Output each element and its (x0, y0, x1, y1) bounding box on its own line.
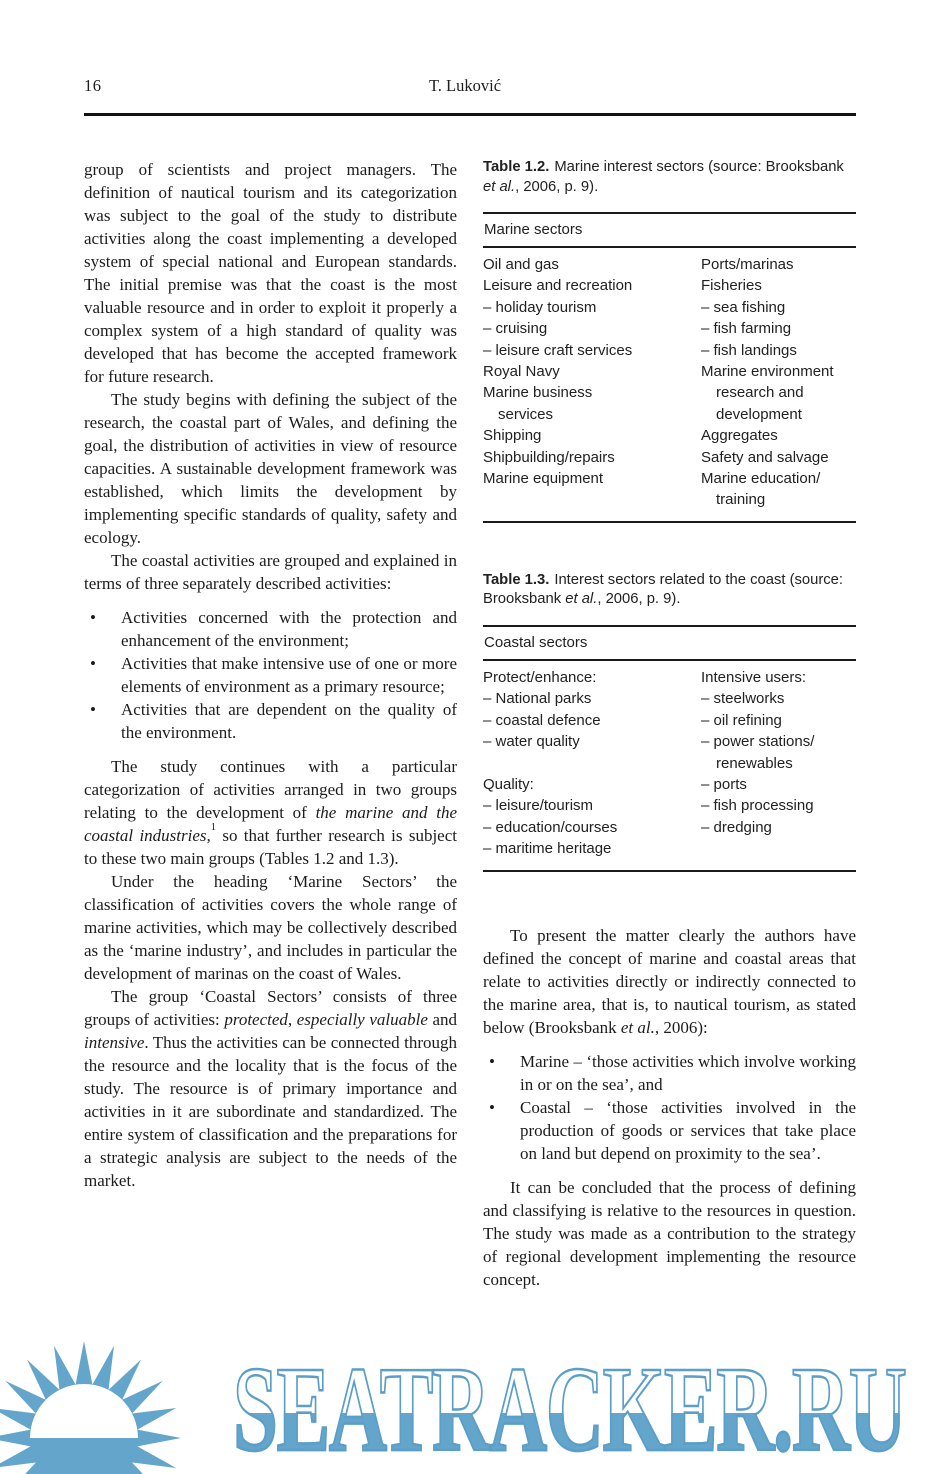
table-line: Leisure and recreation (483, 277, 633, 295)
right-column-text (483, 924, 856, 1291)
paragraph: The coastal activities are grouped and explained in terms of three separately described activities: (84, 551, 457, 593)
table-line: – dredging (701, 818, 772, 836)
bullet-item (84, 698, 457, 744)
table-body (483, 661, 856, 870)
table-line: – water quality (483, 733, 580, 751)
text-run: 1 (210, 821, 217, 833)
table-line: Marine equipment (483, 470, 604, 488)
bullet-icon: • (489, 1051, 495, 1071)
text-run: protected (224, 1010, 288, 1029)
table-line: – fish processing (701, 797, 814, 815)
table-rule (483, 870, 856, 872)
text-run: , 2006): (654, 1017, 708, 1037)
sun-icon (0, 1336, 186, 1474)
text-run: , (287, 1010, 297, 1029)
paragraph: Under the heading ‘Marine Sectors’ the classification of activities covers the whole range of marine activities, which may be collectively described as the ‘marine industry’, and includes in particular the development of marinas on the coast of Wales. (84, 872, 457, 983)
table-line: – sea fishing (701, 298, 786, 316)
paragraph (84, 985, 457, 1192)
table-line: Marine environment (701, 363, 834, 381)
text-run: Table 1.3. (483, 571, 550, 588)
text-run: Marine interest sectors (source: Brooksbank (554, 159, 844, 175)
table-caption (483, 158, 856, 197)
table-rule (483, 521, 856, 523)
table-line: – education/courses (483, 818, 618, 836)
bullet-text: Coastal – ‘those activities involved in the production of goods or services that take place on land but depend on proximity to the sea’. (520, 1097, 856, 1163)
table-line: – leisure craft services (483, 341, 633, 359)
table-line: – coastal defence (483, 711, 601, 729)
bullet-icon: • (90, 608, 96, 627)
text-run: the marine and the coastal industries, (84, 803, 457, 845)
bullet-icon: • (90, 700, 96, 719)
table-line: – fish farming (701, 320, 792, 338)
table-line: Fisheries (701, 277, 762, 295)
table-line: Oil and gas (483, 256, 559, 273)
table-line: – National parks (483, 690, 592, 708)
table-line: renewables (716, 754, 793, 772)
paragraph (483, 924, 856, 1039)
table-line: – maritime heritage (483, 840, 612, 858)
bullet-item (483, 1050, 856, 1096)
text-run: et al. (620, 1017, 655, 1037)
left-column (84, 158, 457, 1291)
bullet-icon: • (90, 654, 96, 673)
bullet-text: Activities that make intensive use of one or more elements of environment as a primary resource; (121, 654, 457, 696)
table-column (483, 667, 701, 860)
text-run: intensive (84, 1033, 145, 1052)
table-line: Shipbuilding/repairs (483, 448, 615, 466)
table-body (483, 248, 856, 521)
table-column (701, 254, 856, 511)
right-column (483, 158, 856, 1291)
two-column-layout (84, 158, 856, 1291)
paragraph: The study begins with defining the subject of the research, the coastal part of Wales, and defining the goal, the distribution of activities in view of resource capacities. A sustainable development framework was established, which limits the development by implementing specific standards of quality, safety and ecology. (84, 390, 457, 547)
bullet-list (483, 1050, 856, 1165)
paragraph (84, 755, 457, 870)
bullet-item (84, 652, 457, 698)
table-line: – oil refining (701, 711, 782, 729)
table-line: Quality: (483, 775, 534, 793)
table-line: Intensive users: (701, 668, 807, 686)
table-line: research and (716, 384, 804, 402)
table-1-2 (483, 158, 856, 523)
table-line: – steelworks (701, 690, 785, 708)
text-run: The study continues with a particular categorization of activities arranged in two groups relating to the development of (84, 757, 457, 822)
text-run: so that further research is subject to these two main groups (Tables 1.2 and 1.3). (84, 826, 457, 868)
table-line: Protect/enhance: (483, 668, 597, 686)
text-run: Interest sectors related to the coast (source: Brooksbank (483, 571, 844, 608)
text-run: especially valuable (296, 1010, 428, 1029)
header-rule (84, 113, 856, 116)
table-line: Aggregates (701, 427, 778, 445)
table-line: – fish landings (701, 341, 797, 359)
table-header: Marine sectors (484, 221, 583, 238)
table-blank-line (483, 753, 701, 774)
table-line: – ports (701, 775, 747, 793)
text-run: Table 1.2. (483, 159, 550, 175)
paragraph: It can be concluded that the process of defining and classifying is relative to the resources in question. The study was made as a contribution to the strategy of regional development implementing the resource concept. (483, 1177, 856, 1289)
bullet-list (84, 606, 457, 744)
table-line: Royal Navy (483, 363, 560, 381)
table-line: Ports/marinas (701, 256, 794, 273)
table-line: – cruising (483, 320, 548, 338)
table-line: Marine business (483, 384, 593, 402)
table-line: – leisure/tourism (483, 797, 594, 815)
table-line: development (716, 405, 802, 423)
table-column (483, 254, 701, 511)
bullet-text: Activities concerned with the protection and enhancement of the environment; (121, 608, 457, 650)
table-line: training (716, 491, 766, 509)
table-column (701, 667, 856, 860)
page-number: 16 (84, 76, 102, 95)
text-run: , 2006, p. 9). (515, 178, 599, 195)
table-header: Coastal sectors (484, 633, 588, 651)
table-line: Marine education/ (701, 470, 821, 488)
bullet-item (84, 606, 457, 652)
bullet-item (483, 1096, 856, 1165)
text-run: et al. (565, 591, 598, 608)
table-line: Shipping (483, 427, 542, 445)
bullet-text: Marine – ‘those activities which involve working in or on the sea’, and (520, 1051, 856, 1094)
table-line: – holiday tourism (483, 298, 597, 316)
running-head: T. Luković (428, 76, 502, 95)
bullet-icon: • (489, 1097, 495, 1117)
paragraph: group of scientists and project managers. The definition of nautical tourism and its categorization was subject to the goal of the study to distribute activities along the coast implementing a developed system of special national and European standards. The initial premise was that the coast is the most valuable resource and in order to exploit it properly a complex system of a high standard of quality was developed that has become the accepted framework for future research. (84, 160, 457, 386)
bullet-text: Activities that are dependent on the quality of the environment. (121, 700, 457, 742)
text-run: et al. (483, 178, 516, 195)
text-run: . Thus the activities can be connected through the resource and the locality that is the focus of the study. The resource is of primary importance and activities in it are subordinate and standardized. The entire system of classification and the preparations for a strategic analysis are subject to the needs of the market. (84, 1033, 457, 1190)
text-run: , 2006, p. 9). (597, 591, 681, 608)
table-caption (483, 571, 856, 610)
table-1-3 (483, 571, 856, 872)
table-line: – power stations/ (701, 733, 815, 751)
text-run: and (427, 1010, 458, 1029)
table-line: Safety and salvage (701, 448, 829, 466)
text-run: The group ‘Coastal Sectors’ consists of three groups of activities: (84, 987, 457, 1029)
text-run: To present the matter clearly the authors have defined the concept of marine and coastal areas that relate to activities directly or indirectly connected to the marine area, that is, to nautical tourism, as stated below (Brooksbank (483, 925, 856, 1037)
table-line: services (498, 405, 554, 423)
watermark-text: SEATRACKER.RU (233, 1340, 906, 1474)
